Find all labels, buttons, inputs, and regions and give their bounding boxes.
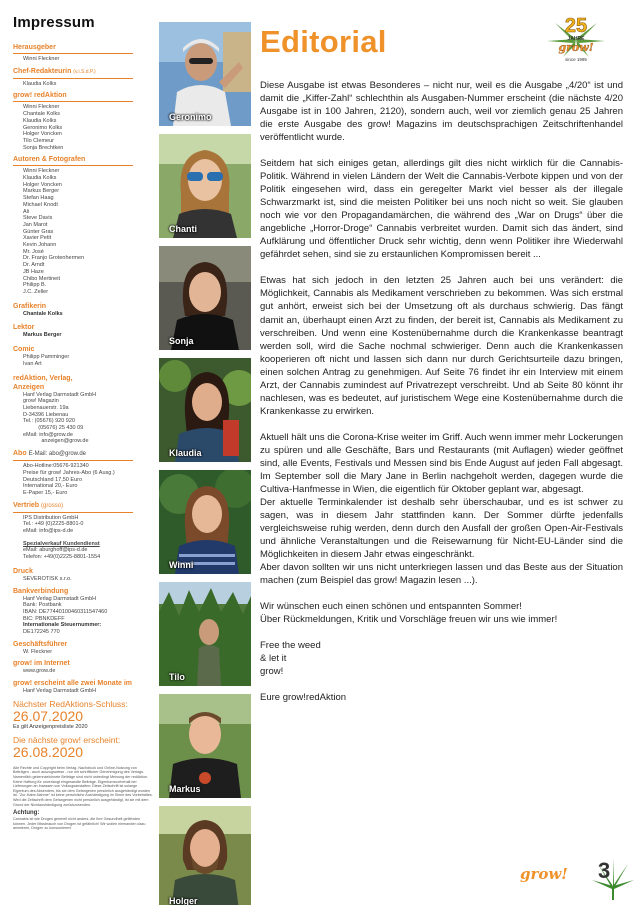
page-title: Editorial (260, 24, 387, 59)
list-item: Chantale Kolks (23, 111, 60, 118)
paragraph: Etwas hat sich jedoch in den letzten 25 Jahren auch bei uns verändert: die Möglichkeit, Cannabis als Medikament verschrieben zu bekommen. Was sich erstmal gut anhört, erweist sich bei der Umsetzung oft als durchaus schwierig. Das fängt damit an, überhaupt einen Arzt zu finden, der bereit ist, Cannabis als Medikament zu verschreiben. Und wenn eine Kostenübernahme durch die Krankenkasse beantragt werden soll, wird die Sache nochmal schwieriger. Denn auch die Krankenkassen kooperieren oft nicht und lassen sich dann nur durch Gerichtsurteile dazu bringen, einen solchen Antrag zu genehmigen. Auf Seite 76 findet ihr ein Interview mit einem Arzt, der Cannabis zumindest auf Privatrezept verschreibt. Und ab Seite 80 könnt ihr nachlesen, was es bedeutet, auf juristischem Wege eine Kostenübernahme durch die Krankenkasse zu erwirken. (260, 275, 623, 417)
list-item: Markus Berger (23, 188, 60, 195)
list-item: Ivan Art (23, 360, 42, 367)
section-internet (13, 659, 153, 675)
editorial-signoff (260, 639, 630, 704)
photo-tilo (159, 582, 251, 686)
list-item: Dr. Franjo Grotenhermen (23, 255, 85, 262)
section-abo (13, 449, 153, 497)
label-next-issue: Die nächste grow! erscheint: (13, 734, 121, 745)
closing-line: Free the weed (260, 640, 321, 652)
list-item: Ali (23, 208, 30, 215)
paragraph (260, 431, 623, 588)
list-item: Philipp Pamminger (23, 354, 70, 361)
label-internet: grow! im Internet (13, 660, 70, 668)
list-item: grow! Magazin (23, 398, 59, 405)
list-item: eMail: info@ips-d.de (23, 528, 74, 535)
herausgeber-name: Winni Fleckner (23, 56, 60, 62)
list-item: anzeigen@grow.de (23, 438, 89, 445)
list-item: Geronimo Kolks (23, 124, 63, 131)
section-bank (13, 587, 153, 636)
label-redaktion: grow! redAktion (13, 92, 67, 100)
list-item: Hanf Verlag Darmstadt GmbH (23, 595, 97, 602)
list-item: IBAN: DE77440100460311547460 (23, 608, 108, 615)
list-item: Holger Voncken (23, 181, 62, 188)
paragraph-line: Aktuell hält uns die Corona-Krise weiter im Griff. Auch wenn immer mehr Lockerungen zu spüren und alle Geschäfte, Bars und Restaurants (mit Auflagen) wieder geöffnet sind, alle Events, Festivals und Messen sind bis Ende August auf jeden Fall abgesagt. Im September soll die Mary Jane in Berlin nachgeholt werden, dagegen wurde die Cultiva-Hanfmesse in Wien, die eigentlich für Oktober geplant war, abgesagt. (260, 431, 623, 495)
label-herausgeber: Herausgeber (13, 44, 56, 51)
photo-caption: Markus (169, 784, 201, 794)
erscheint-verlag: Hanf Verlag Darmstadt GmbH (23, 688, 97, 695)
label-vertrieb-sub: (grosso) (41, 502, 64, 509)
section-erscheint (13, 679, 153, 695)
list-item: Günter Gras (23, 228, 54, 235)
label-vertrieb: Vertrieb (13, 501, 40, 509)
label-comic: Comic (13, 346, 35, 354)
list-item: BIC: PBNKDEFF (23, 615, 65, 622)
photo-caption: Holger (169, 896, 198, 905)
badge-number: 25 (564, 15, 588, 37)
impressum-column (13, 14, 153, 894)
signature: Eure grow!redAktion (260, 692, 347, 704)
photo-markus (159, 694, 251, 798)
list-item: Philipp B. (23, 282, 47, 289)
copyright-fine-print: Alle Rechte und Copyright beim Verlag. Nachdruck und Online-Nutzung von Beiträgen - auch auszugsweise - nur mit schriftlicher Genehmigung des Verlags. Namentlich gekennzeichnete Beiträge sind nicht unbedingt Meinung der redAktion. Keine Haftung für unverlangt eingesandte Beiträge. Eigentumsvorbehalt bei Lieferungen an Insassen von Vollzugsanstalten: Diese Zeitschrift ist solange Eigentum des Absenders, bis sie dem Gefangenen persönlich ausgehändigt worden ist. "Zur-Habe-Nahme" ist keine persönliche Aushändigung im Sinne des Vorbehaltes. Wird die Zeitschrift dem Gefangenen nicht persönlich ausgehändigt, ist sie mit dem Grund der Nichtaushändigung zurückzusenden. (13, 765, 153, 807)
list-item: D-34396 Liebenau (23, 411, 69, 418)
portrait-image (159, 358, 251, 462)
list-item: Steve Davis (23, 215, 53, 222)
redaktionsschluss-date: 26.07.2020 (13, 707, 84, 724)
photo-caption: Chanti (169, 224, 197, 234)
list-item: Hanf Verlag Darmstadt GmbH (23, 391, 97, 398)
team-photos (159, 22, 251, 905)
photo-chanti (159, 134, 251, 238)
badge-since: since 1995 (565, 57, 587, 62)
next-issue-date: 26.08.2020 (13, 743, 84, 760)
section-druck (13, 567, 153, 583)
achtung-text: Cannabis ist wie Drogen generell nicht anders, die Ihre Gesundheit gefährden können. Jeder Missbrauch von Drogen ist gefährlich! Wir wollen niemanden dazu animieren, Drogen zu konsumieren! (13, 817, 146, 831)
label-verlag: redAktion, Verlag, Anzeigen (13, 374, 73, 391)
section-chefred (13, 67, 153, 88)
chefred-name: Klaudia Kolks (23, 80, 57, 87)
portrait-image (159, 134, 251, 238)
label-druck: Druck (13, 567, 33, 575)
photo-winni (159, 470, 251, 574)
portrait-image (159, 694, 251, 798)
photo-caption: Tilo (169, 672, 185, 682)
section-autoren (13, 155, 153, 295)
portrait-image (159, 470, 251, 574)
druck-name: SEVEROTISK s.r.o. (23, 575, 72, 582)
list-item: DE172245 770 (23, 629, 60, 636)
list-item: Holger Voncken (23, 131, 62, 138)
grow-logo: grow! (520, 865, 568, 883)
grafik-name: Chantale Kolks (23, 310, 63, 317)
list-item: eMail: info@grow.de (23, 431, 73, 438)
label-bank: Bankverbindung (13, 587, 69, 595)
list-item: International 20,- Euro (23, 483, 78, 490)
closing-lines (260, 639, 630, 678)
photo-caption: Klaudia (169, 448, 202, 458)
list-item: Stefan Haag (23, 195, 54, 202)
list-item: Preise für grow! Jahres-Abo (6 Ausg.) (23, 469, 115, 476)
photo-klaudia (159, 358, 251, 462)
label-gf: Geschäftsführer (13, 640, 68, 648)
section-vertrieb (13, 501, 153, 535)
label-redaktionsschluss: Nächster RedAktions-Schluss: (13, 698, 128, 709)
paragraph (260, 600, 623, 626)
photo-caption: Sonja (169, 336, 194, 346)
anzeigen-note: Es gilt Anzeigenpreisliste 2020 (13, 723, 88, 730)
website-link[interactable]: www.grow.de (23, 668, 56, 675)
list-item: Mr. José (23, 248, 44, 255)
page-number: 3 (598, 858, 611, 883)
label-grafik: Grafikerin (13, 302, 47, 310)
badge-brand: grow! (558, 41, 594, 54)
impressum-title: Impressum (13, 14, 95, 31)
section-verlag (13, 374, 153, 446)
photo-sonja (159, 246, 251, 350)
list-item: J.C. Zeller (23, 288, 49, 295)
list-item: eMail: aburghoff@ips-d.de (23, 547, 88, 554)
list-item: Winni Fleckner (23, 104, 60, 111)
portrait-image (159, 806, 251, 905)
list-item: Michael Knodt (23, 201, 58, 208)
section-lektor (13, 323, 153, 339)
label-chefred-sub: (v.i.S.d.P.) (73, 68, 96, 75)
closing-line: & let it (260, 653, 287, 665)
editorial-column (260, 22, 630, 717)
section-grafik (13, 302, 153, 318)
list-item: Klaudia Kolks (23, 175, 57, 182)
closing-line: grow! (260, 666, 284, 678)
section-redaktion (13, 91, 153, 151)
paragraph-line: Aber davon sollten wir uns nicht unterkriegen lassen und das Beste aus der Situation machen (zum Beispiel das grow! Magazin lesen ...). (260, 562, 623, 587)
paragraph: Seitdem hat sich einiges getan, allerdings gilt dies nicht wirklich für die Cannabis-Politik. Während in vielen Ländern der Welt die Cannabis-Verbote kippen und von der Politik eingesehen wird, dass ein geregelter Markt viel besser als der illegale Schwarzmarkt ist, sind die meisten Politiker bei uns noch nicht so weit. Sie glauben noch wie vor den Propagandamärchen, die während des „War on Drugs“ über die angebliche „Horror-Droge“ Cannabis verbreitet wurden. Damit sich das ändert, sind Aufklärung und öffentlicher Druck sehr wichtig, denn wenn Politiker ihre Wiederwahl gefährdet sehen, sind sie zu erstaunlichen Kompromissen bereit ... (260, 158, 623, 261)
list-item: Xavier Petit (23, 235, 52, 242)
list-item: Liebenauerstr. 19a (23, 404, 69, 411)
photo-caption: Winni (169, 560, 194, 570)
list-item: Internationale Steuernummer: (23, 622, 102, 629)
portrait-image (159, 582, 251, 686)
portrait-image (159, 22, 251, 126)
list-item: Klaudia Kolks (23, 117, 57, 124)
list-item: Dr. Arndt (23, 262, 45, 269)
editorial-body (260, 79, 623, 626)
paragraph-line: Über Rückmeldungen, Kritik und Vorschläge freuen wir uns wie immer! (260, 614, 558, 626)
list-item: IPS Distribution GmbH (23, 514, 79, 521)
list-item: Tel.: +49 (0)2225-8801-0 (23, 521, 84, 528)
list-item: Bank: Postbank (23, 602, 62, 609)
abo-email: E-Mail: abo@grow.de (28, 451, 87, 458)
paragraph-line: Der aktuelle Terminkalender ist deshalb sehr überschaubar, und es ist schwer zu sagen, was in diesem Jahr stattfinden kann. Der Sommer dürfte jedenfalls vergleichsweise ruhig werden, denn durch den Ausfall der großen Open-Air-Festivals und ähnliche Veranstaltungen und die Reisewarnung für Nicht-EU-Länder sind die Möglichkeiten in diesem Jahr etwas eingeschränkt. (260, 497, 623, 561)
list-item: Tel.: (05676) 920 920 (23, 418, 75, 425)
portrait-image (159, 246, 251, 350)
paragraph-line: Wir wünschen euch einen schönen und entspannten Sommer! (260, 601, 522, 613)
list-item: JB Haze (23, 268, 44, 275)
list-item: Tilo Clemeur (23, 137, 54, 144)
badge-top: JAHRE (567, 36, 585, 42)
photo-caption: Geronimo (169, 112, 212, 122)
label-achtung: Achtung: (13, 810, 40, 817)
list-item: Kevin Johann (23, 242, 57, 249)
list-item: Winni Fleckner (23, 168, 60, 175)
gf-name: W. Fleckner (23, 648, 53, 655)
label-chefred: Chef-Redakteurin (13, 67, 72, 75)
list-item: Telefon: +49(0)2225-8801-1554 (23, 554, 101, 561)
lektor-name: Markus Berger (23, 332, 62, 339)
section-herausgeber (13, 43, 153, 63)
list-item: Jan Marot (23, 221, 48, 228)
label-abo: Abo (13, 450, 27, 458)
section-comic (13, 345, 153, 367)
section-spezialverkauf (13, 541, 153, 561)
list-item: Deutschland 17,50 Euro (23, 476, 83, 483)
label-lektor: Lektor (13, 324, 35, 332)
list-item: E-Paper 15,- Euro (23, 489, 68, 496)
photo-holger (159, 806, 251, 905)
photo-geronimo (159, 22, 251, 126)
label-autoren: Autoren & Fotografen (13, 156, 86, 164)
paragraph: Diese Ausgabe ist etwas Besonderes – nicht nur, weil es die Ausgabe „4/20“ ist und damit die „Kiffer-Zahl“ schlechthin als Ausgaben-Nummer erscheint (die nächste 4/20 Ausgabe ist in 100 Jahren, 2120), sondern auch, weil vor ziemlich genau 25 Jahren die erste Ausgabe des grow! Magazins im deutschsprachigen Zeitschriftenhandel veröffentlicht wurde. (260, 80, 623, 144)
list-item: Abo-Hotline:05676-921340 (23, 463, 89, 470)
label-spezialverkauf: Spezialverkauf Kundendienst (23, 540, 100, 547)
list-item: Sonja Brechtken (23, 144, 64, 151)
list-item: (05676) 25 430 09 (23, 425, 84, 432)
section-gf (13, 640, 153, 656)
label-erscheint: grow! erscheint alle zwei Monate im (13, 680, 133, 688)
list-item: Chibo Mertineit (23, 275, 60, 282)
